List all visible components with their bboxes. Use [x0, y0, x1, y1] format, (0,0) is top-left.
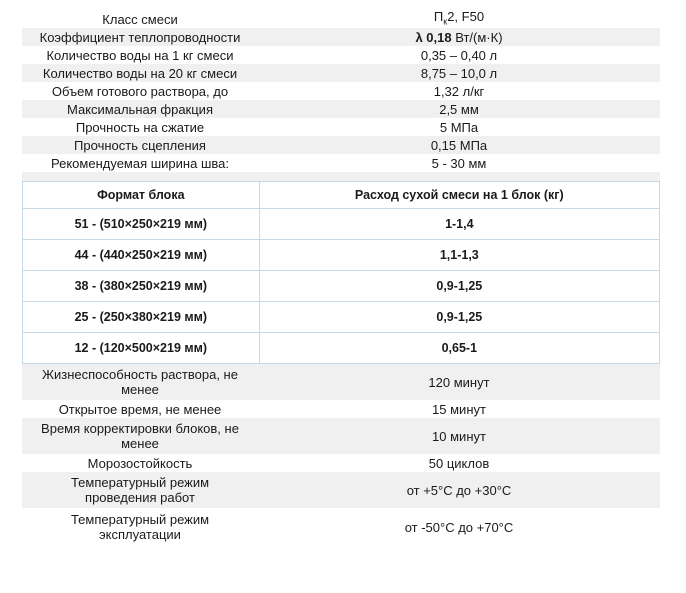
spec-row-adhesion [22, 136, 660, 154]
spec-value: 5 МПа [439, 119, 479, 135]
spec-label: Температурный режим эксплуатации [70, 512, 210, 542]
spec-value: 10 минут [432, 428, 486, 444]
spec-label: Объем готового раствора, до [51, 83, 229, 99]
format-cell: 38 - (380×250×219 мм) [23, 271, 260, 301]
spec-value: 1,32 л/кг [433, 83, 485, 99]
spec-label: Открытое время, не менее [58, 401, 222, 417]
spec-label: Класс смеси [102, 11, 178, 27]
format-cell: 44 - (440×250×219 мм) [23, 240, 260, 270]
spec-value: от +5°С до +30°С [406, 482, 512, 498]
spec-label: Максимальная фракция [67, 101, 213, 117]
spec-value: 5 - 30 мм [431, 155, 487, 171]
spec-label: Коэффициент теплопроводности [39, 29, 241, 45]
spec-value: 0,15 МПа [430, 137, 488, 153]
spec-label: Жизнеспособность раствора, не менее [42, 367, 238, 397]
format-cell: 25 - (250×380×219 мм) [23, 302, 260, 332]
spec-value: 15 минут [432, 401, 486, 417]
spec-value: 120 минут [428, 374, 490, 390]
consumption-cell: 0,9-1,25 [436, 279, 483, 293]
spec-row-pot-life [22, 364, 660, 400]
table-row [23, 239, 659, 270]
format-cell: 12 - (120×500×219 мм) [23, 333, 260, 363]
spec-label: Время корректировки блоков, не менее [41, 421, 239, 451]
consumption-cell: 0,65-1 [441, 341, 478, 355]
spec-row-joint-width [22, 154, 660, 172]
spacer [22, 172, 660, 181]
table-row [23, 301, 659, 332]
header-consumption: Расход сухой смеси на 1 блок (кг) [354, 188, 564, 202]
format-table-header [23, 182, 659, 208]
format-table [22, 181, 660, 364]
spec-row-fraction [22, 100, 660, 118]
spec-sheet [22, 10, 660, 546]
spec-value: 50 циклов [428, 455, 490, 471]
spec-row-work-temp [22, 472, 660, 508]
consumption-cell: 1,1-1,3 [439, 248, 479, 262]
spec-label: Прочность на сжатие [75, 119, 205, 135]
spec-row-service-temp [22, 508, 660, 546]
table-row [23, 208, 659, 239]
format-cell: 51 - (510×250×219 мм) [23, 209, 260, 239]
spec-label: Морозостойкость [87, 455, 193, 471]
spec-value: от -50°С до +70°С [404, 519, 514, 535]
spec-row-compression [22, 118, 660, 136]
header-format: Формат блока [23, 182, 260, 208]
consumption-cell: 1-1,4 [445, 217, 474, 231]
spec-row-correction-time [22, 418, 660, 454]
spec-row-frost [22, 454, 660, 472]
consumption-cell: 0,9-1,25 [436, 310, 483, 324]
spec-value: 2,5 мм [439, 101, 479, 117]
spec-label: Количество воды на 20 кг смеси [42, 65, 238, 81]
spec-value: λ 0,18 Вт/(м·К) [415, 29, 503, 45]
spec-value: 8,75 – 10,0 л [420, 65, 498, 81]
spec-row-conductivity [22, 28, 660, 46]
spec-value: 0,35 – 0,40 л [420, 47, 498, 63]
table-row [23, 270, 659, 301]
spec-value: $П_к2$, F50 [433, 8, 485, 27]
spec-row-open-time [22, 400, 660, 418]
spec-label: Количество воды на 1 кг смеси [46, 47, 234, 63]
spec-row-water-1kg [22, 46, 660, 64]
spec-row-class [22, 10, 660, 28]
spec-label: Температурный режим проведения работ [70, 475, 210, 505]
spec-row-volume [22, 82, 660, 100]
spec-label: Рекомендуемая ширина шва: [51, 155, 229, 171]
spec-label: Прочность сцепления [74, 137, 206, 153]
spec-row-water-20kg [22, 64, 660, 82]
table-row [23, 332, 659, 363]
